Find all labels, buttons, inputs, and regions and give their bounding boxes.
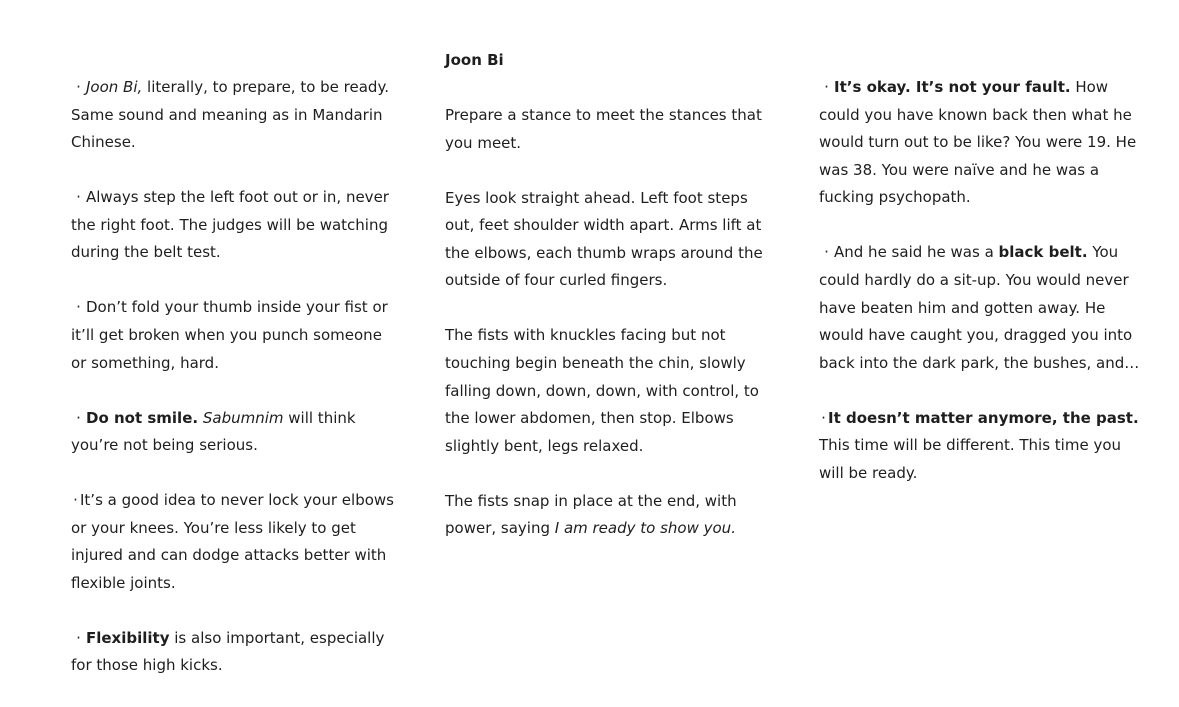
paragraph-text: How could you have known back then what he would turn out to be like? You were 19. He was 38. You were naïve and he was a fucking psychopath.	[819, 78, 1137, 207]
middle-paragraph-2: Eyes look straight ahead. Left foot steps out, feet shoulder width apart. Arms lift at the elbows, each thumb wraps around the outside of four curled fingers.	[445, 188, 763, 290]
right-paragraph-3	[819, 405, 1143, 488]
paragraph-text: The fists snap in place at the end, with power, saying	[445, 491, 737, 538]
term-sabumnim: Sabumnim	[202, 408, 284, 427]
paragraph-text: is also important, especially for those high kicks.	[71, 628, 385, 675]
bold-phrase: Do not smile.	[86, 408, 199, 427]
italic-phrase: I am ready to show you.	[554, 519, 736, 538]
left-paragraph-4	[71, 405, 395, 460]
paragraph-text: will think you’re not being serious.	[71, 408, 356, 455]
left-paragraph-6	[71, 625, 395, 680]
paragraph-text: You could hardly do a sit-up. You would never have beaten him and gotten away. He would have caught you, dragged you into back into the dark park, the bushes, and…	[819, 243, 1140, 372]
paragraph-text: Always step the left foot out or in, never the right foot. The judges will be watching during the belt test.	[71, 188, 389, 262]
term-joon-bi: Joon Bi,	[86, 78, 143, 96]
bold-phrase: black belt.	[998, 243, 1088, 262]
paragraph-text: And he said he was a	[834, 243, 999, 262]
middle-paragraph-4	[445, 488, 769, 543]
bullet: ·	[76, 408, 81, 427]
middle-paragraph-3: The fists with knuckles facing but not touching begin beneath the chin, slowly falling down, down, down, with control, to the lower abdomen, then stop. Elbows slightly bent, legs relaxed.	[445, 326, 759, 455]
bullet: ·	[824, 78, 829, 96]
bullet: ·	[821, 408, 826, 427]
paragraph-text: Don’t fold your thumb inside your fist or it’ll get broken when you punch someone or something, hard.	[71, 298, 388, 372]
bullet: ·	[73, 491, 78, 510]
left-paragraph-2	[71, 184, 395, 267]
middle-paragraph-1: Prepare a stance to meet the stances that you meet.	[445, 105, 762, 152]
paragraph-text: It’s a good idea to never lock your elbows or your knees. You’re less likely to get injured and can dodge attacks better with flexible joints.	[71, 491, 394, 592]
left-paragraph-3	[71, 294, 395, 377]
section-title: Joon Bi	[445, 51, 504, 69]
paragraph-text: literally, to prepare, to be ready. Same sound and meaning as in Mandarin Chinese.	[71, 78, 389, 152]
bold-phrase: It doesn’t matter anymore, the past.	[828, 408, 1139, 427]
bullet: ·	[76, 628, 81, 647]
middle-column	[445, 47, 769, 570]
bold-phrase: It’s okay. It’s not your fault.	[834, 78, 1071, 96]
bullet: ·	[76, 298, 81, 317]
left-paragraph-5	[71, 487, 395, 597]
right-column	[819, 74, 1143, 515]
bullet: ·	[76, 188, 81, 207]
bullet: ·	[824, 243, 829, 262]
bullet: ·	[76, 78, 81, 96]
right-paragraph-1	[819, 74, 1143, 212]
left-column	[71, 74, 395, 707]
bold-phrase: Flexibility	[86, 628, 170, 647]
right-paragraph-2	[819, 239, 1143, 377]
paragraph-text: This time will be different. This time you will be ready.	[819, 436, 1122, 482]
left-paragraph-1	[71, 74, 395, 157]
